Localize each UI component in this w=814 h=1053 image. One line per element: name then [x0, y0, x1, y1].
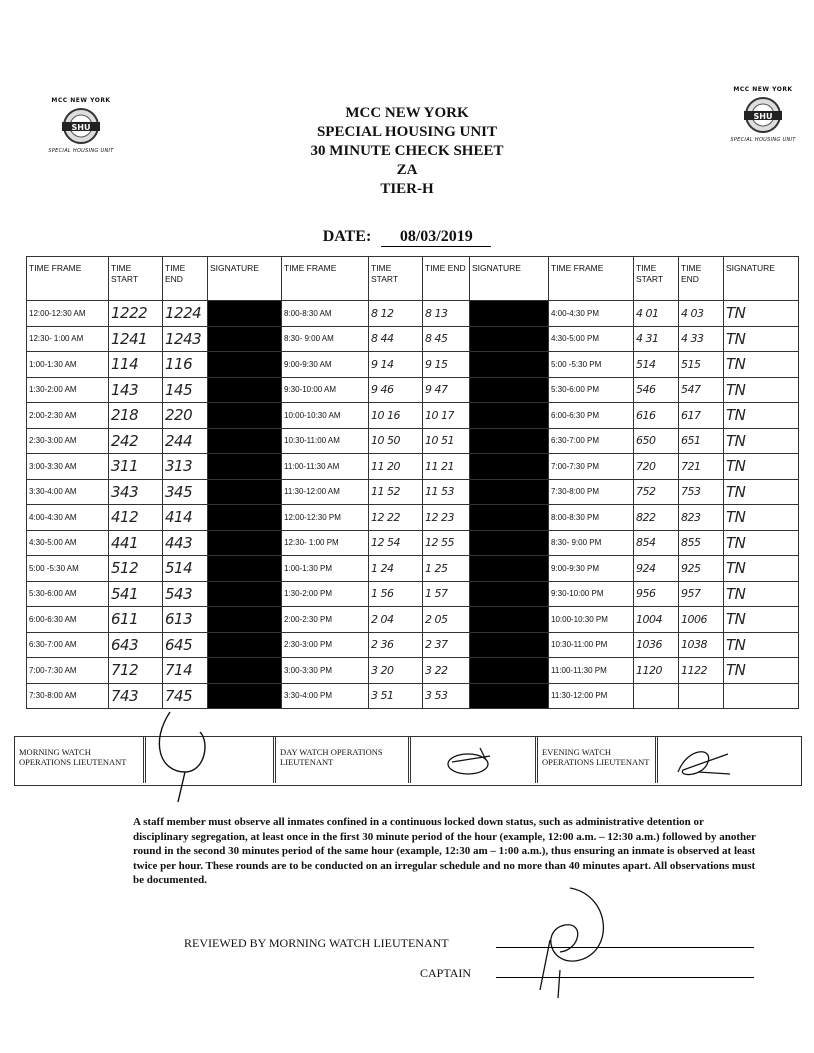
- column-header: TIME END: [423, 257, 470, 301]
- time-end-cell: 4 33: [679, 326, 724, 352]
- time-frame-cell: 3:00-3:30 PM: [282, 658, 369, 684]
- column-header: SIGNATURE: [724, 257, 799, 301]
- signature-cell: TN: [724, 658, 799, 684]
- signature-cell-redacted: [470, 505, 549, 531]
- signature-cell: TN: [724, 326, 799, 352]
- time-frame-cell: 2:30-3:00 PM: [282, 632, 369, 658]
- time-end-cell: 855: [679, 530, 724, 556]
- signature-cell-redacted: [208, 428, 282, 454]
- date-field: [0, 228, 814, 247]
- signature-cell-redacted: [208, 326, 282, 352]
- time-start-cell: 1222: [109, 301, 163, 327]
- signature-cell-redacted: [470, 683, 549, 709]
- signature-cell-redacted: [470, 556, 549, 582]
- signature-cell: [724, 683, 799, 709]
- time-start-cell: 8 12: [369, 301, 423, 327]
- time-end-cell: 11 53: [423, 479, 470, 505]
- time-frame-cell: 5:00 -5:30 PM: [549, 352, 634, 378]
- time-end-cell: 515: [679, 352, 724, 378]
- time-frame-cell: 12:30- 1:00 PM: [282, 530, 369, 556]
- morning-watch-label: MORNING WATCH OPERATIONS LIEUTENANT: [19, 747, 127, 767]
- time-start-cell: 752: [634, 479, 679, 505]
- title-line-4: ZA: [396, 162, 418, 178]
- time-start-cell: 311: [109, 454, 163, 480]
- time-end-cell: 651: [679, 428, 724, 454]
- time-end-cell: 443: [163, 530, 208, 556]
- signature-cell-redacted: [470, 377, 549, 403]
- time-start-cell: 1120: [634, 658, 679, 684]
- time-frame-cell: 4:30-5:00 PM: [549, 326, 634, 352]
- signature-cell-redacted: [470, 479, 549, 505]
- time-end-cell: 1122: [679, 658, 724, 684]
- column-header: TIME FRAME: [282, 257, 369, 301]
- time-end-cell: 3 22: [423, 658, 470, 684]
- time-end-cell: 220: [163, 403, 208, 429]
- signature-cell-redacted: [470, 530, 549, 556]
- time-start-cell: 1004: [634, 607, 679, 633]
- time-start-cell: 11 20: [369, 454, 423, 480]
- time-start-cell: 1036: [634, 632, 679, 658]
- time-start-cell: 956: [634, 581, 679, 607]
- time-end-cell: 345: [163, 479, 208, 505]
- time-end-cell: 514: [163, 556, 208, 582]
- signature-cell-redacted: [208, 454, 282, 480]
- time-start-cell: 4 01: [634, 301, 679, 327]
- signature-cell-redacted: [470, 428, 549, 454]
- time-start-cell: 512: [109, 556, 163, 582]
- time-start-cell: 611: [109, 607, 163, 633]
- time-frame-cell: 2:30-3:00 AM: [27, 428, 109, 454]
- time-frame-cell: 5:30-6:00 PM: [549, 377, 634, 403]
- time-end-cell: 925: [679, 556, 724, 582]
- time-start-cell: 343: [109, 479, 163, 505]
- date-value: 08/03/2019: [381, 228, 491, 247]
- time-frame-cell: 7:00-7:30 PM: [549, 454, 634, 480]
- signature-cell-redacted: [208, 352, 282, 378]
- column-header: TIME START: [369, 257, 423, 301]
- time-frame-cell: 6:00-6:30 PM: [549, 403, 634, 429]
- time-start-cell: 546: [634, 377, 679, 403]
- time-start-cell: 2 36: [369, 632, 423, 658]
- time-end-cell: 714: [163, 658, 208, 684]
- signature-cell: TN: [724, 301, 799, 327]
- signature-cell-redacted: [208, 479, 282, 505]
- time-frame-cell: 1:30-2:00 AM: [27, 377, 109, 403]
- time-frame-cell: 8:00-8:30 AM: [282, 301, 369, 327]
- time-frame-cell: 9:30-10:00 PM: [549, 581, 634, 607]
- signature-cell: TN: [724, 377, 799, 403]
- time-start-cell: 822: [634, 505, 679, 531]
- time-end-cell: 547: [679, 377, 724, 403]
- time-start-cell: 4 31: [634, 326, 679, 352]
- time-end-cell: 745: [163, 683, 208, 709]
- table-row: [27, 428, 799, 454]
- check-table: [26, 256, 799, 709]
- table-row: [27, 377, 799, 403]
- time-end-cell: 1243: [163, 326, 208, 352]
- signature-cell: TN: [724, 454, 799, 480]
- time-end-cell: 9 47: [423, 377, 470, 403]
- time-start-cell: 616: [634, 403, 679, 429]
- column-header: TIME FRAME: [549, 257, 634, 301]
- time-frame-cell: 4:30-5:00 AM: [27, 530, 109, 556]
- time-frame-cell: 3:00-3:30 AM: [27, 454, 109, 480]
- time-end-cell: 12 23: [423, 505, 470, 531]
- table-row: [27, 403, 799, 429]
- table-row: [27, 326, 799, 352]
- time-frame-cell: 7:30-8:00 AM: [27, 683, 109, 709]
- signature-cell-redacted: [470, 326, 549, 352]
- time-start-cell: 10 50: [369, 428, 423, 454]
- signature-cell: TN: [724, 505, 799, 531]
- time-end-cell: 823: [679, 505, 724, 531]
- time-end-cell: 753: [679, 479, 724, 505]
- time-start-cell: 10 16: [369, 403, 423, 429]
- time-frame-cell: 1:00-1:30 AM: [27, 352, 109, 378]
- time-frame-cell: 1:30-2:00 PM: [282, 581, 369, 607]
- signature-cell-redacted: [470, 454, 549, 480]
- time-frame-cell: 10:00-10:30 PM: [549, 607, 634, 633]
- time-frame-cell: 6:30-7:00 PM: [549, 428, 634, 454]
- time-start-cell: 114: [109, 352, 163, 378]
- evening-signature-scribble-icon: [668, 742, 738, 782]
- signature-cell-redacted: [470, 607, 549, 633]
- time-start-cell: 1 56: [369, 581, 423, 607]
- time-end-cell: 617: [679, 403, 724, 429]
- time-frame-cell: 2:00-2:30 AM: [27, 403, 109, 429]
- time-frame-cell: 8:30- 9:00 PM: [549, 530, 634, 556]
- time-end-cell: 1006: [679, 607, 724, 633]
- signature-cell: TN: [724, 581, 799, 607]
- day-watch-label: DAY WATCH OPERATIONS LIEUTENANT: [273, 737, 406, 783]
- time-frame-cell: 4:00-4:30 AM: [27, 505, 109, 531]
- signature-cell-redacted: [470, 632, 549, 658]
- time-frame-cell: 12:30- 1:00 AM: [27, 326, 109, 352]
- captain-label: CAPTAIN: [420, 966, 472, 980]
- signature-cell-redacted: [470, 581, 549, 607]
- time-frame-cell: 9:00-9:30 PM: [549, 556, 634, 582]
- logo-top-text: MCC NEW YORK: [733, 86, 793, 93]
- time-end-cell: 10 51: [423, 428, 470, 454]
- time-start-cell: 743: [109, 683, 163, 709]
- table-row: [27, 505, 799, 531]
- logo-bottom-text: SPECIAL HOUSING UNIT: [48, 148, 114, 154]
- time-frame-cell: 8:30- 9:00 AM: [282, 326, 369, 352]
- title-line-1: MCC NEW YORK: [345, 105, 469, 121]
- time-frame-cell: 5:30-6:00 AM: [27, 581, 109, 607]
- time-start-cell: 218: [109, 403, 163, 429]
- time-start-cell: 242: [109, 428, 163, 454]
- time-end-cell: 3 53: [423, 683, 470, 709]
- time-frame-cell: 11:00-11:30 PM: [549, 658, 634, 684]
- signature-cell: TN: [724, 479, 799, 505]
- column-header: TIME FRAME: [27, 257, 109, 301]
- time-start-cell: 650: [634, 428, 679, 454]
- time-start-cell: 541: [109, 581, 163, 607]
- signature-cell: TN: [724, 632, 799, 658]
- signature-cell-redacted: [208, 632, 282, 658]
- signature-cell-redacted: [208, 403, 282, 429]
- time-end-cell: 1 25: [423, 556, 470, 582]
- time-start-cell: 712: [109, 658, 163, 684]
- signature-cell-redacted: [470, 352, 549, 378]
- table-row: [27, 632, 799, 658]
- logo-badge-text: SHU: [753, 112, 773, 121]
- time-frame-cell: 11:30-12:00 PM: [549, 683, 634, 709]
- signature-cell-redacted: [208, 530, 282, 556]
- time-frame-cell: 1:00-1:30 PM: [282, 556, 369, 582]
- time-start-cell: 8 44: [369, 326, 423, 352]
- time-start-cell: 9 46: [369, 377, 423, 403]
- column-header: TIME END: [163, 257, 208, 301]
- time-end-cell: 244: [163, 428, 208, 454]
- time-end-cell: 4 03: [679, 301, 724, 327]
- column-header: TIME START: [634, 257, 679, 301]
- time-end-cell: 645: [163, 632, 208, 658]
- time-frame-cell: 7:30-8:00 PM: [549, 479, 634, 505]
- column-header: SIGNATURE: [470, 257, 549, 301]
- day-signature-scribble-icon: [440, 742, 500, 782]
- time-start-cell: 514: [634, 352, 679, 378]
- time-start-cell: 1241: [109, 326, 163, 352]
- column-header: SIGNATURE: [208, 257, 282, 301]
- time-frame-cell: 11:00-11:30 AM: [282, 454, 369, 480]
- table-header-row: [27, 257, 799, 301]
- table-row: [27, 352, 799, 378]
- date-label: DATE:: [322, 228, 372, 245]
- time-end-cell: 8 13: [423, 301, 470, 327]
- title-line-5: TIER-H: [380, 181, 434, 197]
- signature-cell-redacted: [208, 556, 282, 582]
- table-row: [27, 607, 799, 633]
- time-start-cell: 1 24: [369, 556, 423, 582]
- time-end-cell: 543: [163, 581, 208, 607]
- time-start-cell: 11 52: [369, 479, 423, 505]
- signature-cell-redacted: [208, 301, 282, 327]
- signature-cell-redacted: [470, 301, 549, 327]
- signature-cell-redacted: [208, 658, 282, 684]
- time-end-cell: 721: [679, 454, 724, 480]
- time-end-cell: 2 37: [423, 632, 470, 658]
- time-frame-cell: 10:30-11:00 AM: [282, 428, 369, 454]
- evening-watch-label: EVENING WATCH OPERATIONS LIEUTENANT: [535, 737, 655, 783]
- time-end-cell: 11 21: [423, 454, 470, 480]
- time-start-cell: 412: [109, 505, 163, 531]
- logo-top-text: MCC NEW YORK: [51, 97, 111, 104]
- time-start-cell: 3 20: [369, 658, 423, 684]
- time-frame-cell: 3:30-4:00 PM: [282, 683, 369, 709]
- logo-badge-text: SHU: [71, 123, 91, 132]
- time-frame-cell: 4:00-4:30 PM: [549, 301, 634, 327]
- signature-cell: TN: [724, 403, 799, 429]
- time-start-cell: 924: [634, 556, 679, 582]
- time-start-cell: 12 54: [369, 530, 423, 556]
- time-end-cell: 10 17: [423, 403, 470, 429]
- time-frame-cell: 9:30-10:00 AM: [282, 377, 369, 403]
- table-row: [27, 556, 799, 582]
- policy-notice: A staff member must observe all inmates confined in a continuous locked down status, such as administrative detention or disciplinary segregation, at least once in the first 30 minute period of the hour (example, 12:00 a.m. – 12:30 a.m.) followed by another round in the second 30 minutes period of the same hour (example, 12:30 am – 1:00 a.m.), thus ensuring an inmate is observed at least twice per hour. These rounds are to be conducted on an irregular schedule and no more than 40 minutes apart. All observations must be documented.: [133, 816, 756, 886]
- time-end-cell: 9 15: [423, 352, 470, 378]
- signature-cell-redacted: [208, 581, 282, 607]
- time-frame-cell: 2:00-2:30 PM: [282, 607, 369, 633]
- time-end-cell: 613: [163, 607, 208, 633]
- time-start-cell: 3 51: [369, 683, 423, 709]
- time-start-cell: 720: [634, 454, 679, 480]
- signature-cell: TN: [724, 607, 799, 633]
- column-header: TIME START: [109, 257, 163, 301]
- time-frame-cell: 6:00-6:30 AM: [27, 607, 109, 633]
- time-frame-cell: 10:30-11:00 PM: [549, 632, 634, 658]
- time-frame-cell: 5:00 -5:30 AM: [27, 556, 109, 582]
- reviewer-signature-scribble-icon: [510, 880, 620, 1000]
- title-line-3: 30 MINUTE CHECK SHEET: [310, 143, 504, 159]
- time-end-cell: 116: [163, 352, 208, 378]
- time-frame-cell: 9:00-9:30 AM: [282, 352, 369, 378]
- time-end-cell: 1224: [163, 301, 208, 327]
- time-start-cell: [634, 683, 679, 709]
- time-end-cell: [679, 683, 724, 709]
- time-frame-cell: 7:00-7:30 AM: [27, 658, 109, 684]
- time-start-cell: 854: [634, 530, 679, 556]
- time-end-cell: 8 45: [423, 326, 470, 352]
- time-start-cell: 143: [109, 377, 163, 403]
- table-row: [27, 581, 799, 607]
- signature-cell: TN: [724, 530, 799, 556]
- time-end-cell: 957: [679, 581, 724, 607]
- title-line-2: SPECIAL HOUSING UNIT: [316, 124, 498, 140]
- column-header: TIME END: [679, 257, 724, 301]
- signature-cell: TN: [724, 556, 799, 582]
- time-frame-cell: 12:00-12:30 AM: [27, 301, 109, 327]
- time-end-cell: 145: [163, 377, 208, 403]
- time-end-cell: 313: [163, 454, 208, 480]
- time-frame-cell: 8:00-8:30 PM: [549, 505, 634, 531]
- table-row: [27, 454, 799, 480]
- time-frame-cell: 12:00-12:30 PM: [282, 505, 369, 531]
- time-start-cell: 12 22: [369, 505, 423, 531]
- table-row: [27, 530, 799, 556]
- signature-cell: TN: [724, 352, 799, 378]
- signature-cell-redacted: [470, 403, 549, 429]
- time-start-cell: 9 14: [369, 352, 423, 378]
- time-frame-cell: 11:30-12:00 AM: [282, 479, 369, 505]
- logo-bottom-text: SPECIAL HOUSING UNIT: [730, 137, 796, 143]
- time-frame-cell: 6:30-7:00 AM: [27, 632, 109, 658]
- signature-cell-redacted: [208, 505, 282, 531]
- time-end-cell: 2 05: [423, 607, 470, 633]
- reviewed-label: REVIEWED BY MORNING WATCH LIEUTENANT: [184, 936, 449, 950]
- time-frame-cell: 3:30-4:00 AM: [27, 479, 109, 505]
- time-start-cell: 441: [109, 530, 163, 556]
- signature-cell: TN: [724, 428, 799, 454]
- time-frame-cell: 10:00-10:30 AM: [282, 403, 369, 429]
- table-row: [27, 658, 799, 684]
- signature-cell-redacted: [208, 377, 282, 403]
- table-row: [27, 301, 799, 327]
- table-row: [27, 479, 799, 505]
- time-end-cell: 1038: [679, 632, 724, 658]
- page-title: [0, 104, 814, 199]
- signature-cell-redacted: [208, 607, 282, 633]
- signature-cell-redacted: [470, 658, 549, 684]
- time-end-cell: 414: [163, 505, 208, 531]
- time-start-cell: 2 04: [369, 607, 423, 633]
- time-start-cell: 643: [109, 632, 163, 658]
- morning-signature-scribble-icon: [140, 702, 250, 812]
- time-end-cell: 1 57: [423, 581, 470, 607]
- time-end-cell: 12 55: [423, 530, 470, 556]
